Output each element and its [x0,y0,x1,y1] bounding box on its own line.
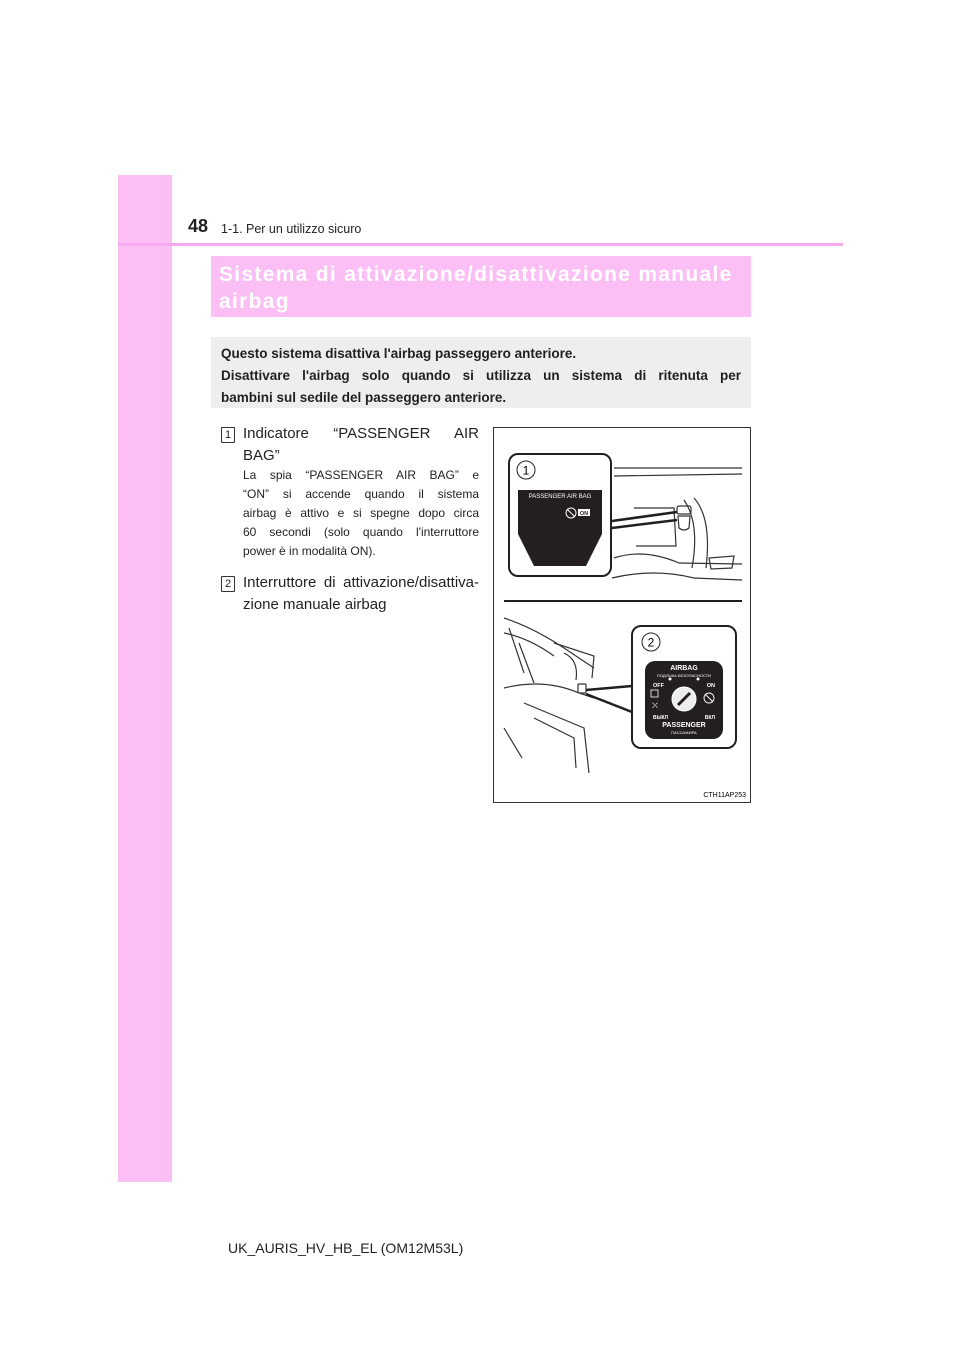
callout-leader-1 [612,512,677,521]
footer-doc-code: UK_AURIS_HV_HB_EL (OM12M53L) [228,1240,464,1256]
intro-box [211,337,751,408]
section-tab-bar [118,175,172,1182]
callout-leader-2b [586,694,632,712]
dashboard-top-drawing [612,468,742,580]
glovebox-drawing [504,618,594,773]
section-title-line2: airbag [219,290,290,313]
indicator-on-text: ON [579,511,589,517]
header-divider [118,243,843,246]
item-1-description [243,466,479,561]
item-2-title-line1: Interruttore di attivazione/disattiva- [243,574,479,591]
item-1-desc-line4: 60 secondi (solo quando l'interruttore [243,525,479,539]
section-reference: 1-1. Per un utilizzo sicuro [221,222,362,236]
item-1-desc-line3: airbag è attivo e si spegne dopo circa [243,506,479,520]
page-number: 48 [188,216,209,236]
item-1-title-line1: Indicatore “PASSENGER AIR [243,425,479,442]
intro-line3: bambini sul sedile del passeggero anteriore. [221,390,507,405]
item-1-desc-line1: La spia “PASSENGER AIR BAG” e [243,468,479,482]
item-marker-1: 1 [221,427,235,443]
switch-off-dot [669,678,672,681]
switch-label-passenger-ru: ПАССАЖИРА [671,730,697,735]
item-1-title [243,423,479,467]
section-title-box [211,256,751,317]
switch-on-dot [697,678,700,681]
figure-code: CTH11AP253 [703,792,746,799]
switch-label-on-ru: ВКЛ [704,715,715,721]
indicator-label: PASSENGER AIR BAG [528,494,592,500]
passenger-seat-icon: ⛌ [652,701,658,710]
callout-number-1: 1 [522,463,530,478]
item-2-title [243,572,479,616]
intro-line1: Questo sistema disattiva l'airbag passeggero anteriore. [221,346,577,361]
callout-leader-2 [586,686,632,690]
item-2-title-line2: zione manuale airbag [243,596,387,613]
item-1-desc-line2: “ON” si accende quando il sistema [243,487,479,501]
section-title-line1: Sistema di attivazione/disattivazione manuale [219,263,733,286]
switch-label-passenger: PASSENGER [662,722,706,729]
indicator-panel [518,490,602,566]
switch-label-airbag-ru: ПОДУШКА БЕЗОПАСНОСТИ [656,673,712,678]
callout-number-2: 2 [647,635,655,650]
item-marker-2: 2 [221,576,235,592]
item-1-desc-line5: power è in modalità ON). [243,544,376,558]
switch-label-airbag: AIRBAG [670,665,698,672]
item-1-title-line2: BAG” [243,447,280,464]
switch-label-off: OFF [653,683,664,689]
airbag-illustration [493,427,751,803]
callout-leader-1b [612,520,677,528]
switch-label-off-ru: ВЫКЛ [653,715,669,721]
switch-label-on: ON [706,683,715,689]
airbag-illustration-drawing [494,428,750,802]
intro-line2: Disattivare l'airbag solo quando si utilizza un sistema di ritenuta per [221,368,741,383]
